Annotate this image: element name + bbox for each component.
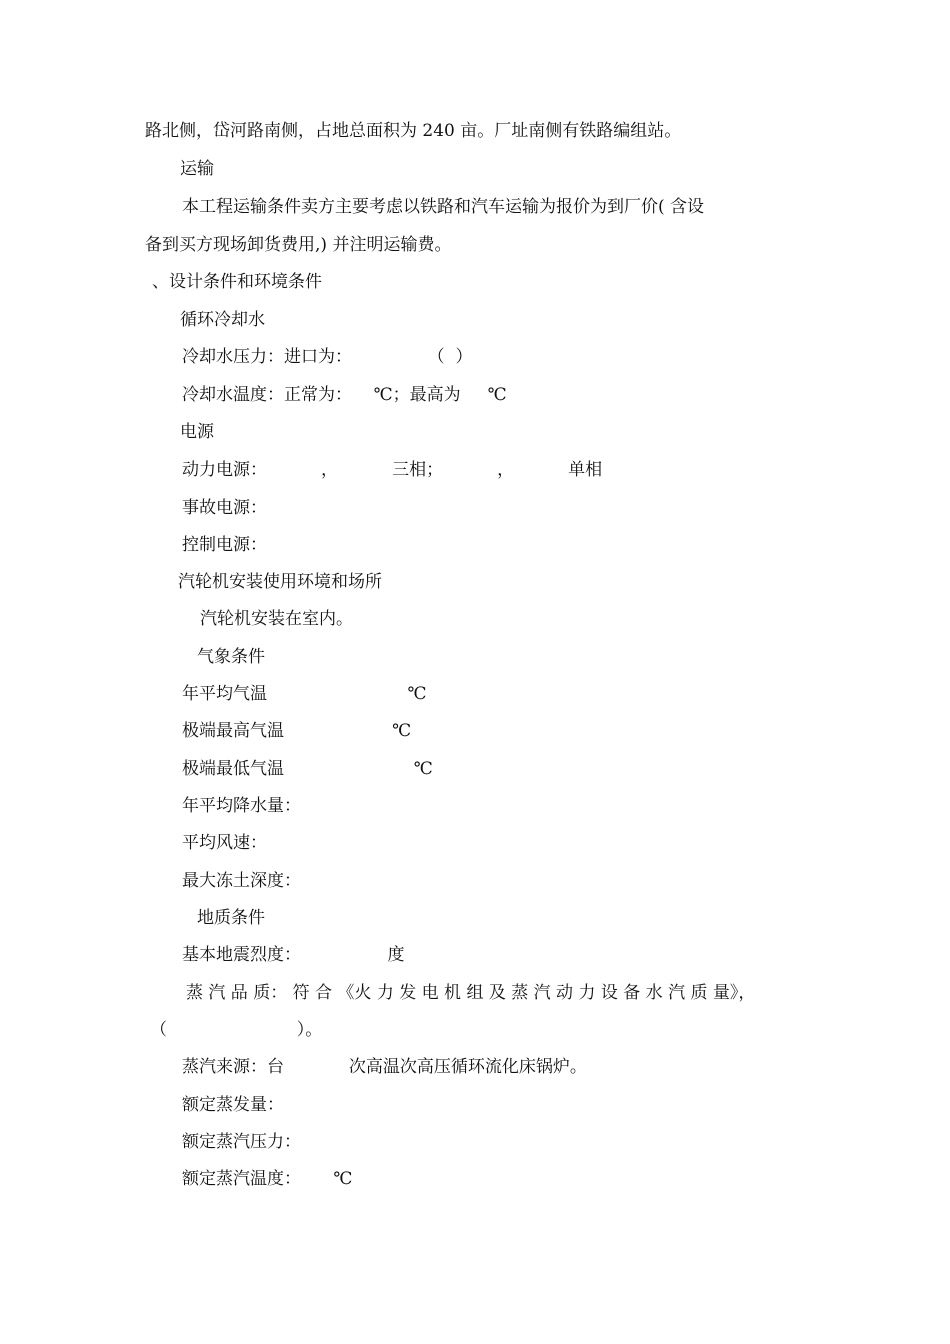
heading-power-supply: 电源 (180, 422, 214, 442)
heading-meteorological-conditions: 气象条件 (197, 647, 265, 667)
text-line-extreme-min-temp: 极端最低气温 ℃ (182, 759, 433, 779)
text-line-site-location: 路北侧，岱河路南侧，占地总面积为 240 亩。厂址南侧有铁路编组站。 (145, 121, 682, 141)
text-line-annual-precipitation: 年平均降水量： (182, 796, 301, 816)
text-line-installed-indoors: 汽轮机安装在室内。 (200, 609, 353, 629)
text-line-rated-steam-temperature: 额定蒸汽温度： ℃ (182, 1169, 353, 1189)
text-line-cooling-temperature: 冷却水温度：正常为： ℃；最高为 ℃ (182, 385, 507, 405)
heading-design-conditions: 、设计条件和环境条件 (152, 272, 322, 292)
text-line-extreme-max-temp: 极端最高气温 ℃ (182, 721, 412, 741)
text-line-control-power: 控制电源： (182, 535, 267, 555)
heading-geological-conditions: 地质条件 (197, 908, 265, 928)
text-line-transport-2: 备到买方现场卸货费用,) 并注明运输费。 (145, 235, 452, 255)
text-line-mean-wind-speed: 平均风速： (182, 833, 267, 853)
text-line-rated-evaporation: 额定蒸发量： (182, 1095, 284, 1115)
text-line-cooling-pressure: 冷却水压力：进口为： （ ） (182, 347, 473, 367)
text-line-steam-quality-standard: （ ）。 (150, 1020, 323, 1040)
text-line-emergency-power: 事故电源： (182, 498, 267, 518)
text-line-seismic-intensity: 基本地震烈度： 度 (182, 945, 405, 965)
text-line-annual-mean-temp: 年平均气温 ℃ (182, 684, 427, 704)
text-line-transport-1: 本工程运输条件卖方主要考虑以铁路和汽车运输为报价为到厂价( 含设 (182, 197, 705, 217)
text-line-power-source: 动力电源： ， 三相； ， 单相 (182, 460, 603, 480)
text-line-steam-source: 蒸汽来源：台 次高温次高压循环流化床锅炉。 (182, 1057, 587, 1077)
heading-installation-environment: 汽轮机安装使用环境和场所 (178, 572, 382, 592)
text-line-rated-steam-pressure: 额定蒸汽压力： (182, 1132, 301, 1152)
text-line-max-frost-depth: 最大冻土深度： (182, 871, 301, 891)
text-line-steam-quality: 蒸 汽 品 质： 符 合 《火 力 发 电 机 组 及 蒸 汽 动 力 设 备 水 汽 质 量》， (186, 983, 756, 1003)
heading-transport: 运输 (180, 159, 214, 179)
heading-cooling-water: 循环冷却水 (180, 310, 265, 330)
